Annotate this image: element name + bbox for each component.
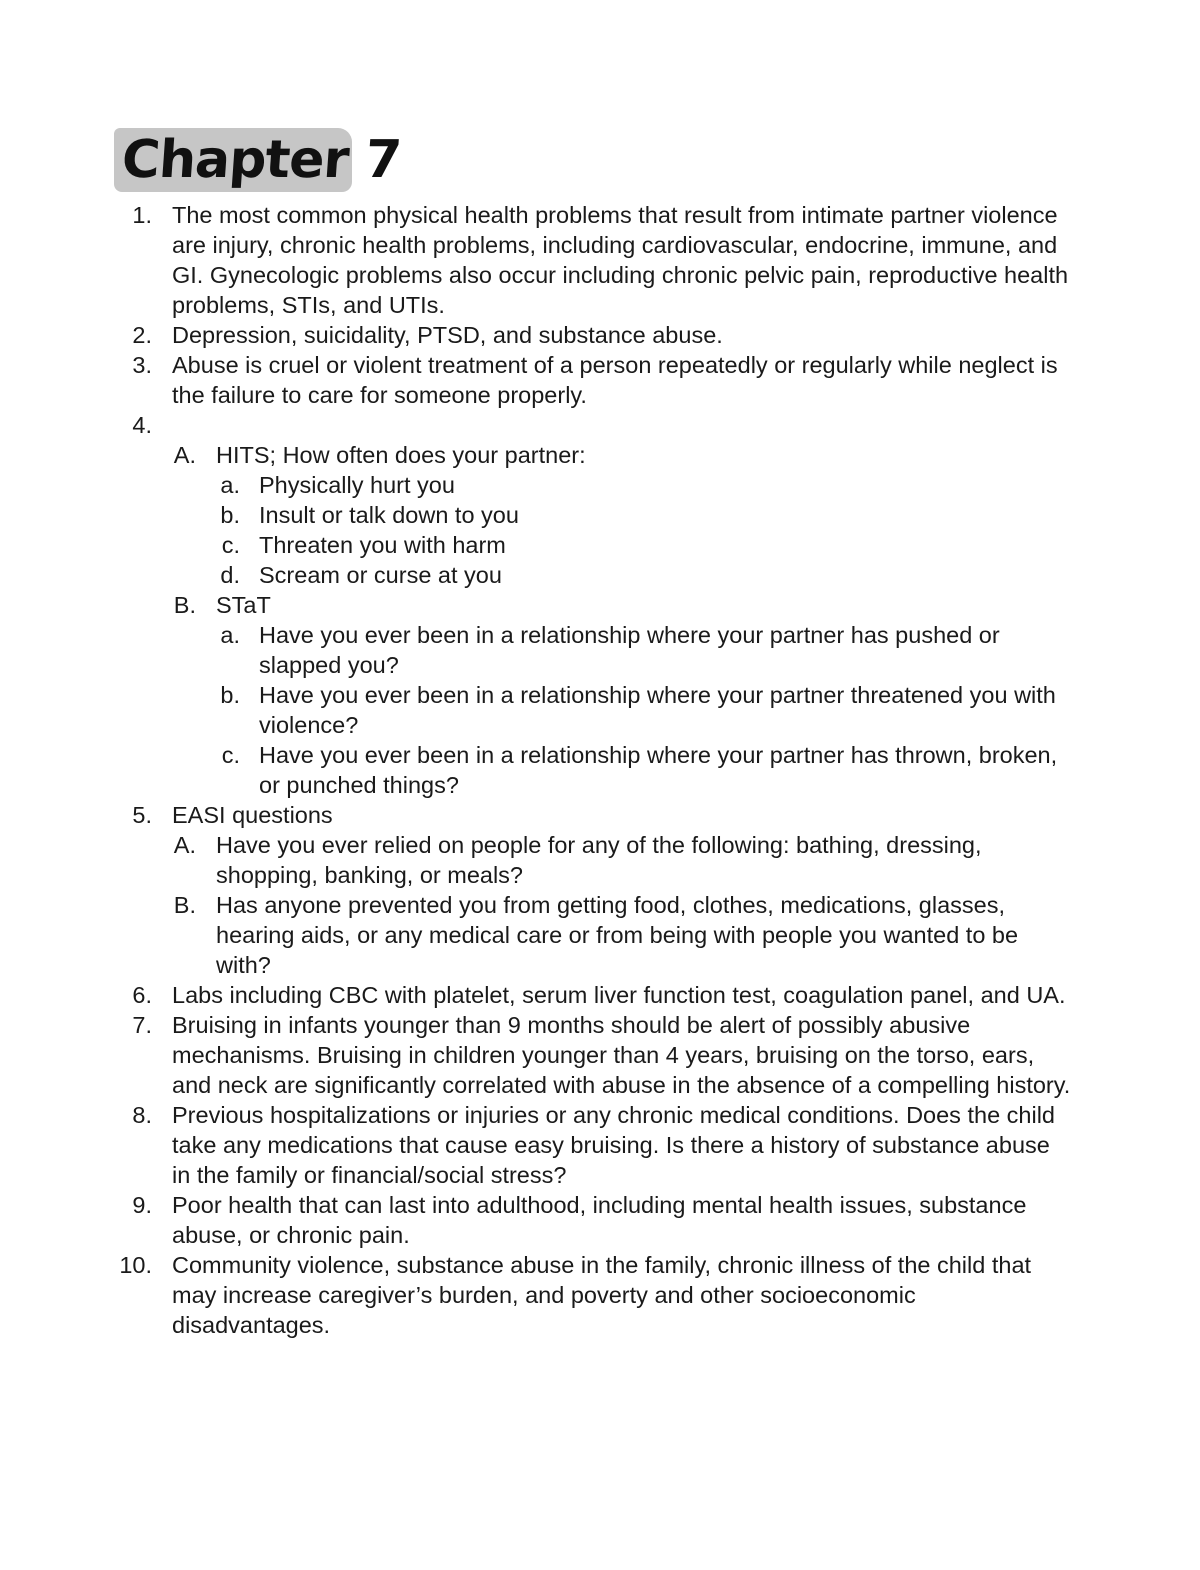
sublist-item-5a [0,830,1200,890]
item-number: 5. [132,802,152,828]
item-text: The most common physical health problems that result from intimate partner violence are injury, chronic health problems, including cardiovascular, endocrine, immune, and GI. Gynecologic problems also occur including chronic pelvic pain, reproductive health problems, STIs, and UTIs. [172,202,1069,318]
list-item-1 [0,200,1200,320]
subsub-item-4a-d [0,560,1200,590]
sub-text: Have you ever relied on people for any of the following: bathing, dressing, shopping, banking, or meals? [216,832,982,888]
list-item-3 [0,350,1200,410]
subsub-text: Physically hurt you [259,472,455,498]
subsub-letter: c. [221,532,240,558]
subsub-letter: a. [220,622,240,648]
list-item-4 [0,410,1200,440]
answer-list [0,200,1200,1340]
sub-text: Has anyone prevented you from getting food, clothes, medications, glasses, hearing aids, or any medical care or from being with people you wanted to be with? [216,892,1019,978]
sublist-item-5b [0,890,1200,980]
item-text: Labs including CBC with platelet, serum liver function test, coagulation panel, and UA. [172,982,1066,1008]
item-number: 8. [132,1102,152,1128]
list-item-7 [0,1010,1200,1100]
subsub-letter: a. [220,472,240,498]
page-title: Chapter 7 [119,130,403,190]
sub-text: STaT [216,592,271,618]
list-item-9 [0,1190,1200,1250]
item-number: 2. [132,322,152,348]
sub-number: B. [173,892,196,918]
subsub-letter: d. [220,562,240,588]
item-number: 6. [132,982,152,1008]
subsub-item-4b-b [0,680,1200,740]
item-number: 9. [132,1192,152,1218]
item-number: 7. [132,1012,152,1038]
list-item-2 [0,320,1200,350]
item-number: 1. [132,202,152,228]
item-number: 10. [119,1252,152,1278]
subsub-text: Have you ever been in a relationship where your partner has thrown, broken, or punched things? [259,742,1058,798]
sublist-item-4b [0,590,1200,620]
sub-number: A. [173,832,196,858]
subsub-text: Have you ever been in a relationship where your partner has pushed or slapped you? [259,622,1000,678]
item-text: Abuse is cruel or violent treatment of a person repeatedly or regularly while neglect is the failure to care for someone properly. [172,352,1058,408]
item-text-empty [172,410,1072,440]
subsub-item-4a-b [0,500,1200,530]
sub-number: B. [173,592,196,618]
list-item-10 [0,1250,1200,1340]
item-number: 4. [132,412,152,438]
subsub-item-4a-c [0,530,1200,560]
item-text: EASI questions [172,802,333,828]
item-number: 3. [132,352,152,378]
subsub-text: Insult or talk down to you [259,502,519,528]
list-item-6 [0,980,1200,1010]
subsub-letter: b. [220,502,240,528]
subsub-text: Threaten you with harm [259,532,506,558]
list-item-8 [0,1100,1200,1190]
subsub-item-4b-a [0,620,1200,680]
item-text: Poor health that can last into adulthood, including mental health issues, substance abuse, or chronic pain. [172,1192,1027,1248]
sub-text: HITS; How often does your partner: [216,442,586,468]
item-text: Community violence, substance abuse in the family, chronic illness of the child that may increase caregiver’s burden, and poverty and other socioeconomic disadvantages. [172,1252,1032,1338]
subsub-text: Scream or curse at you [259,562,502,588]
list-item-5 [0,800,1200,830]
item-text: Previous hospitalizations or injuries or any chronic medical conditions. Does the child take any medications that cause easy bruising. Is there a history of substance abuse in the family or financial/social stress? [172,1102,1055,1188]
subsub-letter: b. [220,682,240,708]
sub-number: A. [173,442,196,468]
subsub-letter: c. [221,742,240,768]
subsub-text: Have you ever been in a relationship where your partner threatened you with violence? [259,682,1056,738]
subsub-item-4b-c [0,740,1200,800]
sublist-item-4a [0,440,1200,470]
item-text: Bruising in infants younger than 9 months should be alert of possibly abusive mechanisms. Bruising in children younger than 4 years, bruising on the torso, ears, and neck are significantly correlated with abuse in the absence of a compelling history. [172,1012,1071,1098]
item-text: Depression, suicidality, PTSD, and substance abuse. [172,322,723,348]
subsub-item-4a-a [0,470,1200,500]
